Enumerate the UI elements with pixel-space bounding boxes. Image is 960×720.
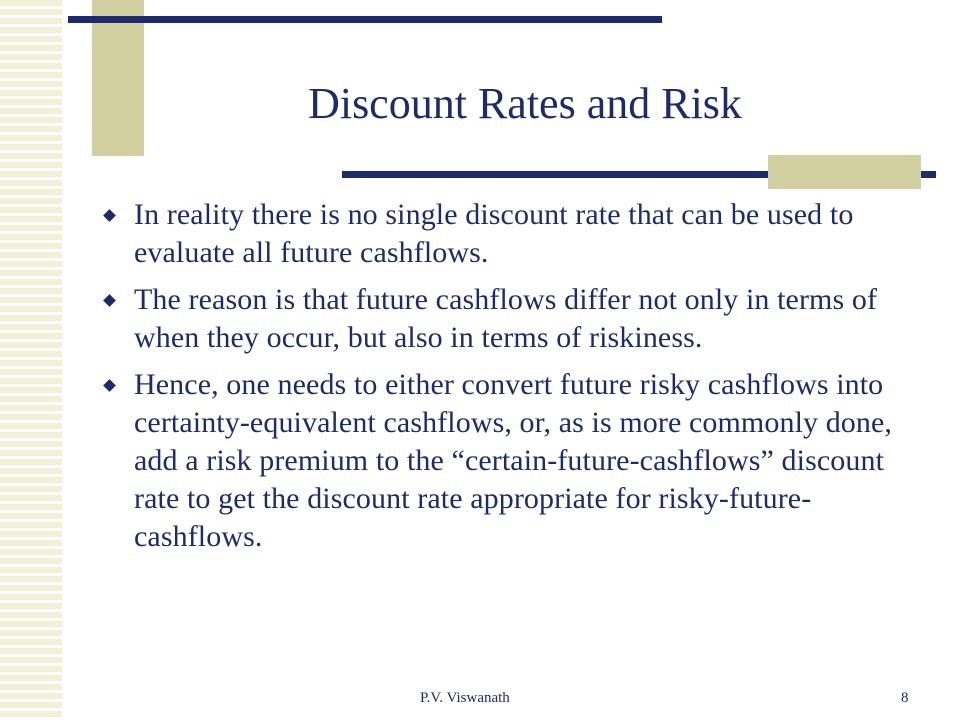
footer-author: P.V. Viswanath [420, 690, 510, 706]
bullet-list [100, 196, 920, 565]
bullet-text: In reality there is no single discount rate that can be used to evaluate all future cashflows. [134, 198, 854, 269]
top-rule-line [68, 16, 662, 23]
diamond-bullet-icon [103, 294, 116, 307]
slide-title: Discount Rates and Risk [308, 79, 742, 128]
diamond-bullet-icon [103, 379, 116, 392]
tan-vertical-block [92, 0, 144, 156]
left-stripe-decoration [0, 0, 66, 720]
tan-accent-box [768, 155, 921, 189]
bullet-text: The reason is that future cashflows differ not only in terms of when they occur, but also in terms of riskiness. [134, 283, 878, 354]
diamond-bullet-icon [103, 209, 116, 222]
bullet-item [100, 196, 920, 272]
bullet-item [100, 281, 920, 357]
page-number: 8 [901, 690, 909, 706]
bullet-item [100, 366, 920, 556]
bullet-text: Hence, one needs to either convert future risky cashflows into certainty-equivalent cashflows, or, as is more commonly done, add a risk premium to the “certain-future-cashflows” discount rate to get the discount rate appropriate for risky-future-cashflows. [134, 368, 893, 553]
